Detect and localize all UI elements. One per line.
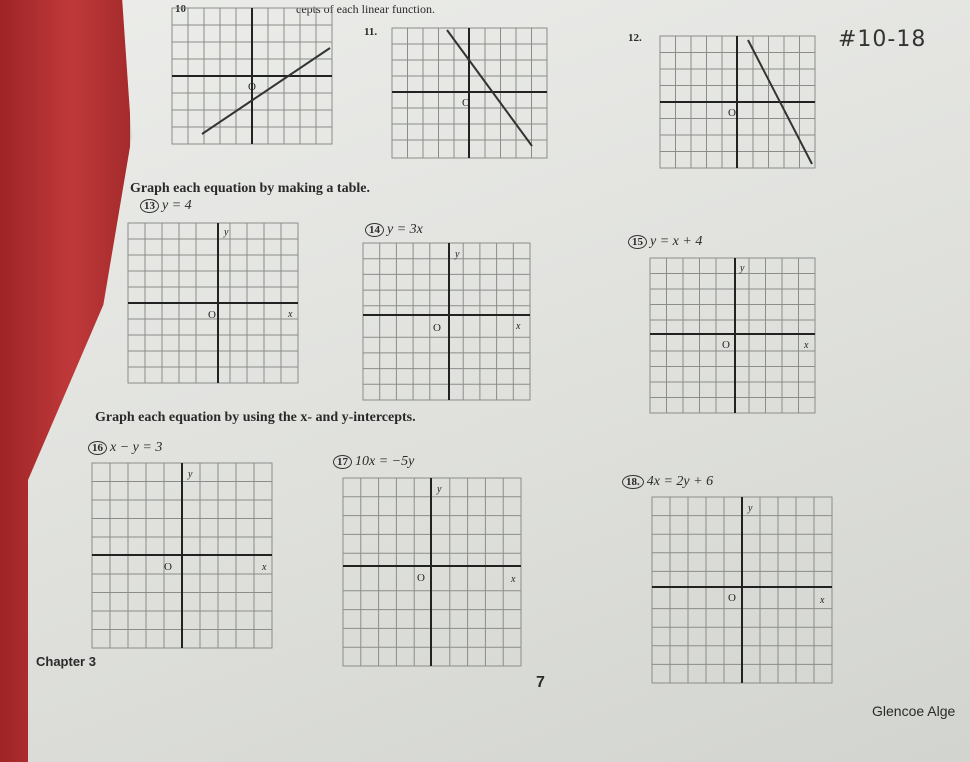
svg-text:x: x — [288, 309, 293, 320]
svg-text:x: x — [516, 321, 521, 332]
problem-18-label: 18. 4x = 2y + 6 — [622, 474, 713, 490]
svg-text:x: x — [804, 340, 809, 351]
svg-text:O: O — [728, 107, 736, 119]
svg-text:O: O — [728, 592, 736, 604]
svg-text:y: y — [748, 503, 753, 514]
problem-12-number: 12. — [628, 32, 642, 44]
svg-text:y: y — [188, 469, 193, 480]
page-number: 7 — [536, 674, 545, 691]
handwritten-note: #10-18 — [838, 27, 927, 52]
graph-12 — [660, 36, 815, 168]
problem-10-number: 10 — [175, 3, 186, 15]
graph-10 — [172, 8, 332, 144]
graphed-line — [202, 48, 330, 134]
problem-11-number: 11. — [364, 26, 378, 38]
section-heading-intercepts: Graph each equation by using the x- and y-intercepts. — [95, 410, 416, 425]
problem-17-label: 17 10x = −5y — [333, 454, 414, 470]
graph-14 — [363, 243, 530, 400]
origin-label: O — [248, 81, 256, 93]
svg-text:O: O — [164, 561, 172, 573]
problem-13-label: 13 y = 4 — [140, 198, 192, 214]
svg-text:y: y — [455, 249, 460, 260]
problem-16-label: 16 x − y = 3 — [88, 440, 162, 456]
publisher-label: Glencoe Alge — [872, 703, 956, 719]
svg-text:y: y — [437, 484, 442, 495]
instructions-fragment: cepts of each linear function. — [296, 2, 435, 16]
chapter-label: Chapter 3 — [36, 654, 96, 669]
section-heading-table: Graph each equation by making a table. — [130, 181, 370, 196]
graph-15 — [650, 258, 815, 413]
graph-18 — [652, 497, 832, 683]
svg-text:x: x — [511, 574, 516, 585]
svg-text:y: y — [224, 227, 229, 238]
svg-text:x: x — [262, 562, 267, 573]
problem-14-label: 14 y = 3x — [365, 222, 423, 238]
svg-text:x: x — [820, 595, 825, 606]
svg-text:O: O — [462, 97, 470, 109]
svg-text:O: O — [433, 322, 441, 334]
svg-text:O: O — [722, 339, 730, 351]
graph-16 — [92, 463, 272, 648]
svg-text:y: y — [740, 263, 745, 274]
svg-text:O: O — [417, 572, 425, 584]
svg-text:O: O — [208, 309, 216, 321]
graph-13 — [128, 223, 298, 383]
graph-17 — [343, 478, 521, 666]
graph-11 — [392, 28, 547, 158]
problem-15-label: 15 y = x + 4 — [628, 234, 702, 250]
